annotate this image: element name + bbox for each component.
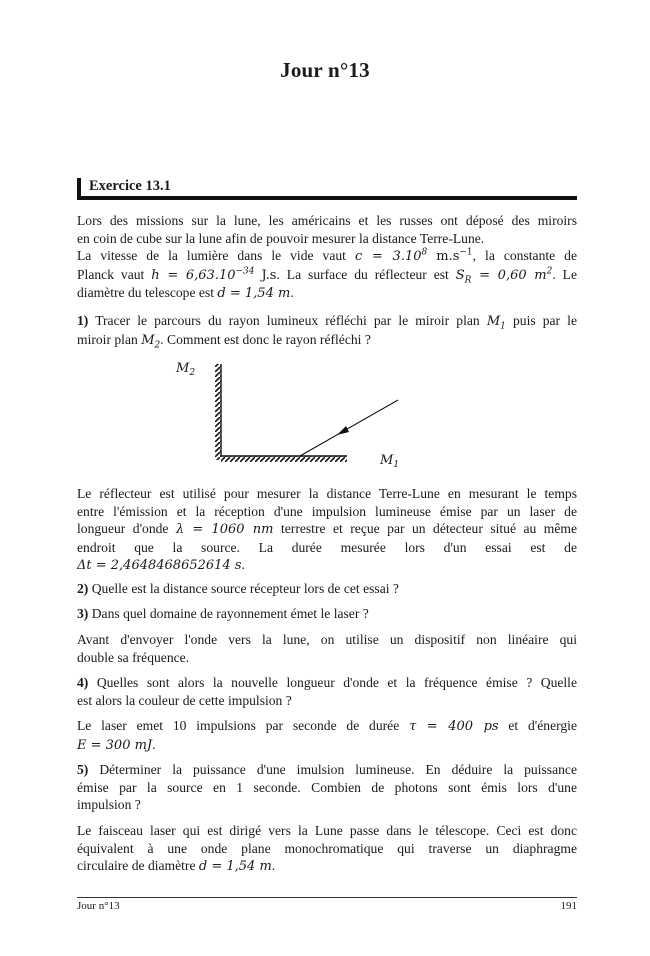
intro-paragraph <box>77 212 577 303</box>
m2-symbol: $M_2$ <box>141 332 161 351</box>
dt-formula: Δt = 2,4648468652614 s <box>77 558 242 574</box>
intro-line-4: Planck vaut $h = 6,63.10^{-34}$ J.s. La surface du réflecteur est $S_R = 0,60$ $m^2$. Le <box>77 266 578 286</box>
exercise-label: Exercice 13.1 <box>89 178 171 194</box>
c-unit: $m.s^{-1}$ <box>436 247 473 265</box>
energy-formula: E = 300 mJ <box>77 737 153 753</box>
q1-line-1: 1) Tracer le parcours du rayon lumineux réfléchi par le miroir plan $M_1$ puis par le <box>77 313 577 332</box>
d-formula: d = 1,54 m <box>217 286 291 302</box>
incident-ray <box>300 400 398 456</box>
m1-symbol: $M_1$ <box>486 314 506 332</box>
tau-formula: τ = 400 ps <box>409 719 499 734</box>
label-m2: $M_2$ <box>176 361 196 378</box>
page-number: 191 <box>560 900 577 912</box>
p3-line-1: Avant d'envoyer l'onde vers la lune, on utilise un dispositif non linéaire qui <box>77 632 577 647</box>
exercise-header <box>77 178 577 200</box>
paragraph-4: Le laser emet 10 impulsions par seconde de durée τ = 400 ps et d'énergie E = 300 mJ. <box>77 718 577 753</box>
paragraph-2 <box>77 485 577 575</box>
label-m1: $M_1$ <box>380 453 400 470</box>
mirror-m2-hatching <box>215 364 221 460</box>
p2-line-1: Le réflecteur est utilisé pour mesurer la distance Terre-Lune en mesurant le temps <box>77 486 577 501</box>
ray-arrow-icon <box>337 426 349 435</box>
p2-line-4: endroit que la source. La durée mesurée lors d'un essai est de <box>77 539 577 555</box>
mirror-diagram <box>160 352 420 472</box>
p3-line-2: double sa fréquence. <box>77 649 190 665</box>
paragraph-5: Le faisceau laser qui est dirigé vers la Lune passe dans le télescope. Ceci est donc équivalent à une onde plane monochromatique qui traverse un diaphragme circulaire de diamètre d = 1,54 m. <box>77 823 577 875</box>
p2-line-3: longueur d'onde λ = 1060 nm terrestre et reçue par un détecteur situé au même <box>77 521 578 538</box>
intro-line-5: diamètre du telescope est d = 1,54 m. <box>77 285 294 302</box>
p2-line-2: entre l'émission et la réception d'une impulsion lumineuse émise par un laser de <box>77 503 577 519</box>
header-underline <box>77 196 577 200</box>
intro-line-3: La vitesse de la lumière dans le vide vaut $c = 3.10^8$ $m.s^{-1}$, la constante de <box>77 247 577 265</box>
footer-chapter: Jour n°13 <box>77 900 120 912</box>
s-formula: $S_R = 0,60$ $m^2$ <box>455 266 553 286</box>
d2-formula: d = 1,54 m <box>198 859 272 875</box>
mirror-m1-hatching <box>221 456 347 462</box>
question-3: 3) Dans quel domaine de rayonnement émet le laser ? <box>77 606 369 621</box>
h-unit: J.s <box>261 267 277 283</box>
p2-line-5: Δt = 2,4648468652614 s. <box>77 557 245 574</box>
lambda-formula: λ = 1060 nm <box>175 522 274 538</box>
page-title: Jour n°13 <box>280 58 370 82</box>
footer-rule <box>77 897 577 898</box>
question-2: 2) Quelle est la distance source récepteur lors de cet essai ? <box>77 581 399 596</box>
paragraph-3 <box>77 631 577 666</box>
c-formula: $c = 3.10^8$ <box>354 247 428 265</box>
intro-line-2: en coin de cube sur la lune afin de pouvoir mesurer la distance Terre-Lune. <box>77 230 485 246</box>
h-formula: $h = 6,63.10^{-34}$ <box>151 266 255 283</box>
question-5: 5) Déterminer la puissance d'une imulsion lumineuse. En déduire la puissance émise par la source en 1 seconde. Combien de photons sont émis lors d'une impulsion ? <box>77 762 577 813</box>
intro-line-1: Lors des missions sur la lune, les américains et les russes ont déposé des miroirs <box>77 213 577 228</box>
q1-line-2: miroir plan $M_2$. Comment est donc le rayon réfléchi ? <box>77 331 371 351</box>
question-1 <box>77 312 577 349</box>
question-4: 4) Quelles sont alors la nouvelle longueur d'onde et la fréquence émise ? Quelle est alors la couleur de cette impulsion ? <box>77 675 577 708</box>
